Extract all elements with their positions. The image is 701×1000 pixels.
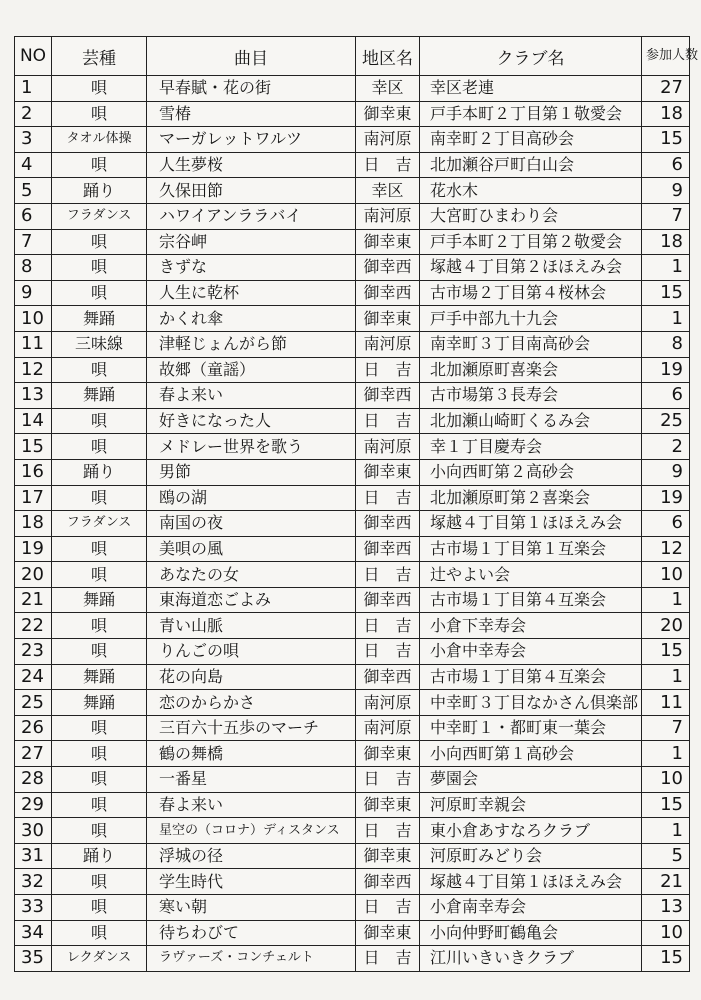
row-district: 日 吉 [356,946,420,972]
table-row [15,587,690,613]
row-piece: 恋のからかさ [147,690,356,716]
row-club: 小倉下幸寿会 [420,613,642,639]
row-no: 12 [15,357,52,383]
table-row [15,767,690,793]
row-district: 御幸西 [356,536,420,562]
row-district: 南河原 [356,203,420,229]
row-genre: 舞踊 [52,383,147,409]
row-piece: 雪椿 [147,101,356,127]
row-club: 辻やよい会 [420,562,642,588]
row-participants: 1 [642,741,690,767]
row-piece: 美唄の風 [147,536,356,562]
row-genre: フラダンス [52,203,147,229]
row-club: 戸手中部九十九会 [420,306,642,332]
row-no: 32 [15,869,52,895]
row-participants: 15 [642,946,690,972]
header-row [15,37,690,76]
row-no: 24 [15,664,52,690]
row-no: 15 [15,434,52,460]
row-district: 御幸西 [356,587,420,613]
table-row [15,459,690,485]
row-no: 4 [15,152,52,178]
table-row [15,255,690,281]
row-club: 古市場第３長寿会 [420,383,642,409]
row-district: 日 吉 [356,895,420,921]
row-piece: ハワイアンララバイ [147,203,356,229]
row-district: 御幸東 [356,741,420,767]
header-participants: 参加人数 [642,37,690,76]
row-district: 御幸東 [356,459,420,485]
table-row [15,869,690,895]
row-club: 小倉中幸寿会 [420,639,642,665]
row-piece: 津軽じょんがら節 [147,331,356,357]
row-participants: 21 [642,869,690,895]
row-genre: 踊り [52,843,147,869]
row-participants: 1 [642,587,690,613]
row-no: 9 [15,280,52,306]
row-club: 中幸町１・都町東一葉会 [420,715,642,741]
row-piece: 青い山脈 [147,613,356,639]
row-genre: 唄 [52,434,147,460]
header-piece: 曲目 [147,37,356,76]
row-no: 18 [15,511,52,537]
row-piece: 宗谷岬 [147,229,356,255]
row-no: 33 [15,895,52,921]
row-district: 幸区 [356,178,420,204]
row-club: 北加瀬原町喜楽会 [420,357,642,383]
row-club: 塚越４丁目第１ほほえみ会 [420,869,642,895]
row-club: 北加瀬山崎町くるみ会 [420,408,642,434]
row-genre: 唄 [52,280,147,306]
row-no: 23 [15,639,52,665]
row-no: 17 [15,485,52,511]
row-no: 35 [15,946,52,972]
row-piece: りんごの唄 [147,639,356,665]
row-no: 22 [15,613,52,639]
row-club: 中幸町３丁目なかさん倶楽部 [420,690,642,716]
row-genre: 唄 [52,869,147,895]
row-piece: あなたの女 [147,562,356,588]
row-participants: 6 [642,511,690,537]
row-club: 夢園会 [420,767,642,793]
row-district: 南河原 [356,690,420,716]
row-participants: 11 [642,690,690,716]
table-row [15,357,690,383]
row-no: 11 [15,331,52,357]
row-participants: 6 [642,152,690,178]
table-row [15,792,690,818]
row-participants: 19 [642,357,690,383]
row-piece: 待ちわびて [147,920,356,946]
table-row [15,741,690,767]
row-participants: 7 [642,203,690,229]
row-district: 日 吉 [356,152,420,178]
row-participants: 6 [642,383,690,409]
table-row [15,408,690,434]
row-genre: 唄 [52,715,147,741]
row-district: 南河原 [356,127,420,153]
row-club: 小向西町第２高砂会 [420,459,642,485]
row-genre: 唄 [52,485,147,511]
row-genre: 唄 [52,818,147,844]
row-piece: 好きになった人 [147,408,356,434]
table-row [15,920,690,946]
row-district: 南河原 [356,331,420,357]
row-club: 塚越４丁目第１ほほえみ会 [420,511,642,537]
row-no: 28 [15,767,52,793]
row-no: 31 [15,843,52,869]
row-no: 27 [15,741,52,767]
row-piece: ラヴァーズ・コンチェルト [147,946,356,972]
row-participants: 25 [642,408,690,434]
row-genre: 舞踊 [52,587,147,613]
row-participants: 15 [642,280,690,306]
table-row [15,331,690,357]
row-piece: メドレー世界を歌う [147,434,356,460]
row-no: 19 [15,536,52,562]
row-participants: 20 [642,613,690,639]
row-participants: 7 [642,715,690,741]
row-district: 南河原 [356,715,420,741]
row-district: 日 吉 [356,639,420,665]
row-club: 花水木 [420,178,642,204]
row-piece: 学生時代 [147,869,356,895]
row-participants: 1 [642,818,690,844]
row-no: 13 [15,383,52,409]
row-piece: 故郷（童謡） [147,357,356,383]
row-genre: 踊り [52,178,147,204]
table-row [15,280,690,306]
header-no: NO [15,37,52,76]
row-participants: 10 [642,562,690,588]
row-participants: 13 [642,895,690,921]
row-genre: 唄 [52,357,147,383]
row-club: 河原町幸親会 [420,792,642,818]
row-piece: 人生に乾杯 [147,280,356,306]
row-genre: 唄 [52,536,147,562]
table-row [15,511,690,537]
table-row [15,690,690,716]
row-participants: 8 [642,331,690,357]
table-row [15,664,690,690]
row-genre: フラダンス [52,511,147,537]
row-district: 日 吉 [356,485,420,511]
row-participants: 5 [642,843,690,869]
table-row [15,152,690,178]
row-participants: 15 [642,639,690,665]
header-club: クラブ名 [420,37,642,76]
row-participants: 18 [642,101,690,127]
row-no: 21 [15,587,52,613]
row-participants: 9 [642,459,690,485]
row-district: 御幸西 [356,511,420,537]
row-genre: 唄 [52,741,147,767]
row-piece: 鴎の湖 [147,485,356,511]
row-club: 古市場１丁目第４互楽会 [420,664,642,690]
row-genre: 唄 [52,895,147,921]
row-piece: 東海道恋ごよみ [147,587,356,613]
row-district: 日 吉 [356,767,420,793]
row-district: 日 吉 [356,357,420,383]
row-club: 古市場１丁目第１互楽会 [420,536,642,562]
row-club: 古市場２丁目第４桜林会 [420,280,642,306]
table-row [15,229,690,255]
row-genre: 唄 [52,562,147,588]
row-participants: 15 [642,792,690,818]
row-no: 5 [15,178,52,204]
row-genre: 唄 [52,101,147,127]
row-club: 小倉南幸寿会 [420,895,642,921]
row-club: 大宮町ひまわり会 [420,203,642,229]
row-piece: かくれ傘 [147,306,356,332]
row-piece: 花の向島 [147,664,356,690]
row-piece: 南国の夜 [147,511,356,537]
row-no: 14 [15,408,52,434]
table-row [15,76,690,102]
row-district: 御幸東 [356,843,420,869]
row-piece: 浮城の径 [147,843,356,869]
row-club: 小向仲野町鶴亀会 [420,920,642,946]
row-participants: 1 [642,306,690,332]
table-body [15,76,690,972]
header-genre: 芸種 [52,37,147,76]
row-genre: 三味線 [52,331,147,357]
row-piece: 早春賦・花の街 [147,76,356,102]
row-club: 幸区老連 [420,76,642,102]
table-row [15,434,690,460]
row-club: 北加瀬谷戸町白山会 [420,152,642,178]
row-participants: 2 [642,434,690,460]
row-piece: きずな [147,255,356,281]
row-no: 8 [15,255,52,281]
row-no: 16 [15,459,52,485]
row-club: 南幸町２丁目高砂会 [420,127,642,153]
row-genre: 舞踊 [52,306,147,332]
table-row [15,613,690,639]
row-genre: 唄 [52,229,147,255]
participants-table [14,36,699,972]
row-participants: 27 [642,76,690,102]
row-genre: 唄 [52,920,147,946]
row-piece: 春よ来い [147,792,356,818]
row-participants: 15 [642,127,690,153]
row-piece: 寒い朝 [147,895,356,921]
row-club: 戸手本町２丁目第１敬愛会 [420,101,642,127]
row-genre: 唄 [52,613,147,639]
table-row [15,306,690,332]
row-no: 26 [15,715,52,741]
row-genre: レクダンス [52,946,147,972]
row-participants: 12 [642,536,690,562]
row-participants: 10 [642,767,690,793]
table-row [15,818,690,844]
row-piece: マーガレットワルツ [147,127,356,153]
row-club: 河原町みどり会 [420,843,642,869]
row-genre: 唄 [52,792,147,818]
table-row [15,715,690,741]
table-row [15,101,690,127]
row-piece: 久保田節 [147,178,356,204]
row-club: 戸手本町２丁目第２敬愛会 [420,229,642,255]
row-district: 日 吉 [356,562,420,588]
row-club: 小向西町第１高砂会 [420,741,642,767]
row-participants: 1 [642,255,690,281]
table-row [15,485,690,511]
row-club: 幸１丁目慶寿会 [420,434,642,460]
row-no: 6 [15,203,52,229]
row-district: 御幸東 [356,101,420,127]
row-district: 日 吉 [356,408,420,434]
row-district: 御幸西 [356,255,420,281]
row-club: 江川いきいきクラブ [420,946,642,972]
row-club: 東小倉あすなろクラブ [420,818,642,844]
row-no: 34 [15,920,52,946]
row-club: 塚越４丁目第２ほほえみ会 [420,255,642,281]
row-club: 南幸町３丁目南高砂会 [420,331,642,357]
row-genre: タオル体操 [52,127,147,153]
row-genre: 唄 [52,76,147,102]
row-no: 7 [15,229,52,255]
row-club: 北加瀬原町第２喜楽会 [420,485,642,511]
row-district: 御幸西 [356,664,420,690]
table-row [15,383,690,409]
row-district: 御幸東 [356,229,420,255]
row-no: 30 [15,818,52,844]
row-district: 南河原 [356,434,420,460]
row-district: 幸区 [356,76,420,102]
row-no: 10 [15,306,52,332]
row-genre: 唄 [52,152,147,178]
row-district: 御幸西 [356,280,420,306]
row-participants: 10 [642,920,690,946]
row-genre: 唄 [52,767,147,793]
row-piece: 星空の（コロナ）ディスタンス [147,818,356,844]
row-genre: 踊り [52,459,147,485]
row-district: 御幸東 [356,920,420,946]
table-row [15,127,690,153]
row-piece: 鶴の舞橋 [147,741,356,767]
row-district: 日 吉 [356,818,420,844]
table-row [15,895,690,921]
row-piece: 人生夢桜 [147,152,356,178]
table-row [15,178,690,204]
table-row [15,946,690,972]
row-no: 3 [15,127,52,153]
table-row [15,562,690,588]
row-genre: 舞踊 [52,690,147,716]
row-no: 1 [15,76,52,102]
row-district: 御幸西 [356,869,420,895]
row-piece: 一番星 [147,767,356,793]
row-district: 御幸東 [356,792,420,818]
table-row [15,203,690,229]
header-district: 地区名 [356,37,420,76]
row-district: 御幸西 [356,383,420,409]
row-participants: 19 [642,485,690,511]
row-no: 29 [15,792,52,818]
row-no: 2 [15,101,52,127]
table-row [15,639,690,665]
row-participants: 1 [642,664,690,690]
table-row [15,843,690,869]
row-genre: 唄 [52,639,147,665]
row-no: 25 [15,690,52,716]
row-district: 御幸東 [356,306,420,332]
row-piece: 三百六十五歩のマーチ [147,715,356,741]
row-piece: 男節 [147,459,356,485]
row-participants: 9 [642,178,690,204]
row-no: 20 [15,562,52,588]
row-piece: 春よ来い [147,383,356,409]
row-participants: 18 [642,229,690,255]
row-club: 古市場１丁目第４互楽会 [420,587,642,613]
row-genre: 唄 [52,255,147,281]
row-genre: 舞踊 [52,664,147,690]
row-genre: 唄 [52,408,147,434]
table-row [15,536,690,562]
row-district: 日 吉 [356,613,420,639]
